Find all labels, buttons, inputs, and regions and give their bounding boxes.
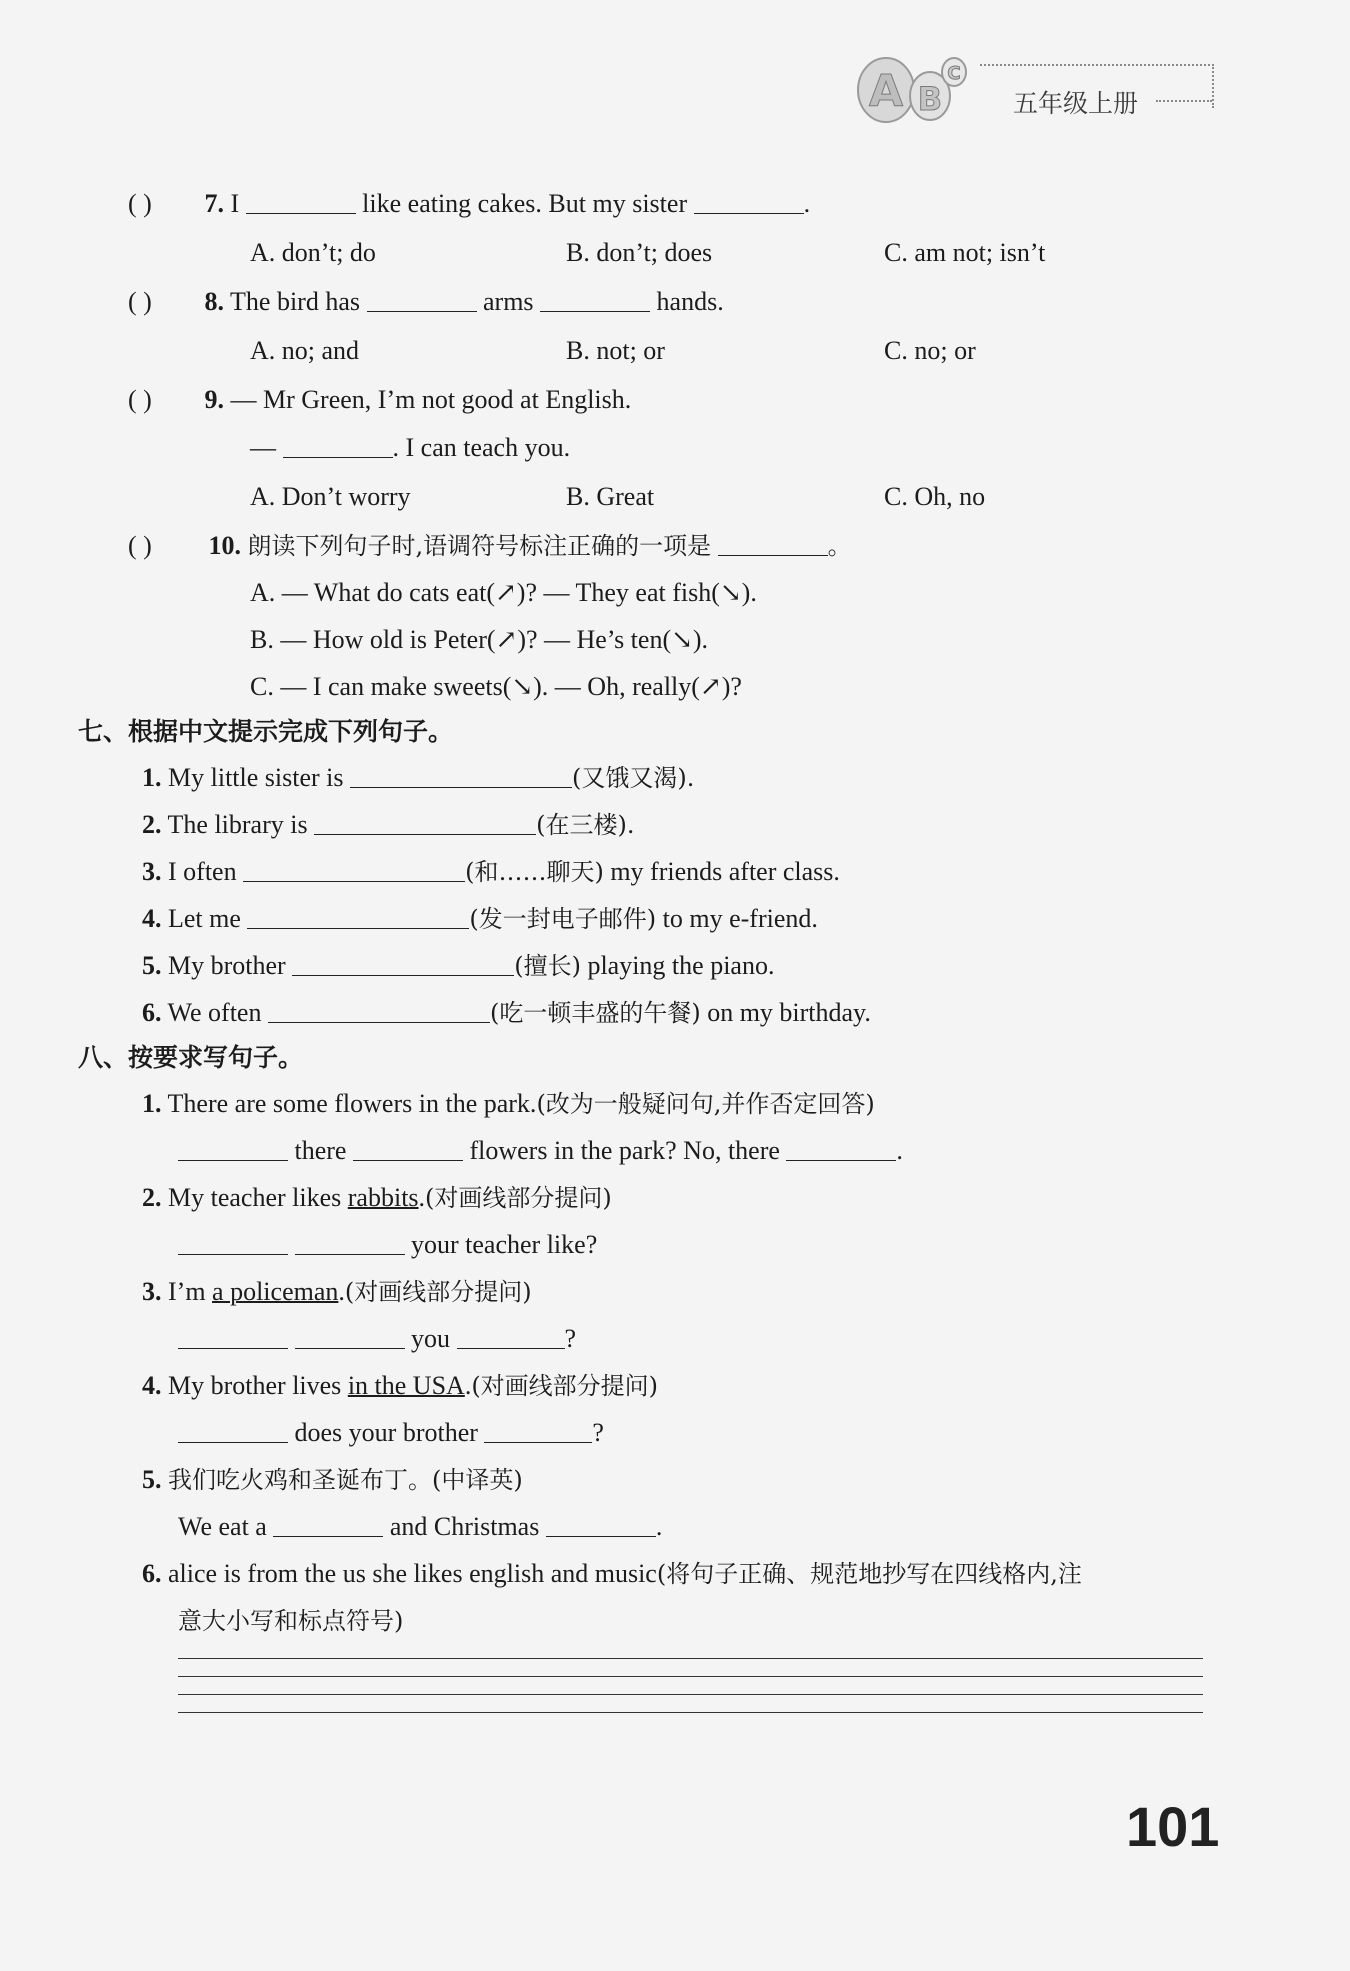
answer-blank[interactable] bbox=[178, 1418, 288, 1443]
answer-blank[interactable] bbox=[295, 1324, 405, 1349]
answer-blank[interactable] bbox=[178, 1136, 288, 1161]
s7-item-1: 1. My little sister is (又饿又渴). bbox=[142, 763, 695, 792]
abc-logo bbox=[852, 48, 972, 126]
answer-blank[interactable] bbox=[546, 1512, 656, 1537]
q8-option-a: A. no; and bbox=[250, 336, 360, 365]
s8-q6: 6. alice is from the us she likes english and music(将句子正确、规范地抄写在四线格内,注 bbox=[142, 1559, 1082, 1588]
q7-option-a: A. don’t; do bbox=[250, 238, 376, 267]
q8-option-b: B. not; or bbox=[566, 336, 665, 365]
s8-q5-answer: We eat a and Christmas . bbox=[178, 1512, 663, 1541]
answer-blank[interactable] bbox=[367, 287, 477, 312]
s7-item-6: 6. We often (吃一顿丰盛的午餐) on my birthday. bbox=[142, 998, 871, 1027]
q8-option-c: C. no; or bbox=[884, 336, 976, 365]
question-10: ( ) 10. 朗读下列句子时,语调符号标注正确的一项是 。 bbox=[128, 531, 852, 560]
section-8-title: 八、按要求写句子。 bbox=[78, 1043, 304, 1072]
grid-line bbox=[178, 1658, 1203, 1659]
s8-q1: 1. There are some flowers in the park.(改为一般疑问句,并作否定回答) bbox=[142, 1089, 875, 1118]
answer-blank[interactable] bbox=[283, 433, 393, 458]
question-8: ( ) 8. The bird has arms hands. bbox=[128, 287, 724, 316]
answer-blank[interactable] bbox=[540, 287, 650, 312]
q10-option-c: C. — I can make sweets(↘). — Oh, really(↗)? bbox=[250, 672, 742, 701]
svg-text:A: A bbox=[868, 66, 904, 117]
q7-option-b: B. don’t; does bbox=[566, 238, 713, 267]
question-7: ( ) 7. I like eating cakes. But my sister . bbox=[128, 189, 811, 218]
q10-option-b: B. — How old is Peter(↗)? — He’s ten(↘). bbox=[250, 625, 709, 654]
grid-line bbox=[178, 1712, 1203, 1713]
q7-option-c: C. am not; isn’t bbox=[884, 238, 1046, 267]
answer-blank[interactable] bbox=[268, 998, 490, 1023]
s8-q2-answer: your teacher like? bbox=[178, 1229, 597, 1261]
grid-line bbox=[178, 1676, 1203, 1677]
s8-q6-req-cont: 意大小写和标点符号) bbox=[178, 1607, 404, 1635]
svg-text:C: C bbox=[947, 63, 961, 84]
answer-blank[interactable] bbox=[457, 1324, 565, 1349]
grade-dots bbox=[1156, 100, 1212, 102]
s7-item-2: 2. The library is (在三楼). bbox=[142, 810, 635, 839]
s8-q5: 5. 我们吃火鸡和圣诞布丁。(中译英) bbox=[142, 1465, 523, 1494]
answer-blank[interactable] bbox=[718, 531, 828, 556]
answer-blank[interactable] bbox=[314, 810, 536, 835]
answer-blank[interactable] bbox=[246, 189, 356, 214]
answer-blank[interactable] bbox=[178, 1230, 288, 1255]
s7-item-4: 4. Let me (发一封电子邮件) to my e-friend. bbox=[142, 904, 818, 933]
s7-item-3: 3. I often (和……聊天) my friends after class. bbox=[142, 857, 840, 886]
grade-label: 五年级上册 bbox=[1013, 84, 1144, 120]
question-9-response: — . I can teach you. bbox=[250, 433, 571, 462]
answer-blank[interactable] bbox=[243, 857, 465, 882]
q10-option-a: A. — What do cats eat(↗)? — They eat fish(↘). bbox=[250, 578, 757, 607]
grid-line bbox=[178, 1694, 1203, 1695]
s8-q3: 3. I’m a policeman.(对画线部分提问) bbox=[142, 1277, 532, 1306]
s7-item-5: 5. My brother (擅长) playing the piano. bbox=[142, 951, 775, 980]
q9-option-c: C. Oh, no bbox=[884, 482, 986, 511]
answer-blank[interactable] bbox=[292, 951, 514, 976]
answer-blank[interactable] bbox=[786, 1136, 896, 1161]
answer-blank[interactable] bbox=[273, 1512, 383, 1537]
s8-q4-answer: does your brother ? bbox=[178, 1417, 604, 1449]
answer-blank[interactable] bbox=[178, 1324, 288, 1349]
q9-option-b: B. Great bbox=[566, 482, 655, 511]
question-9: ( ) 9. — Mr Green, I’m not good at English. bbox=[128, 385, 632, 414]
q9-option-a: A. Don’t worry bbox=[250, 482, 411, 511]
s8-q1-answer: there flowers in the park? No, there . bbox=[178, 1135, 903, 1167]
answer-blank[interactable] bbox=[694, 189, 804, 214]
page-number: 101 bbox=[1126, 1795, 1220, 1858]
answer-blank[interactable] bbox=[247, 904, 469, 929]
s8-q2: 2. My teacher likes rabbits.(对画线部分提问) bbox=[142, 1183, 612, 1212]
s8-q3-answer: you ? bbox=[178, 1323, 576, 1355]
answer-blank[interactable] bbox=[353, 1136, 463, 1161]
answer-blank[interactable] bbox=[350, 763, 572, 788]
section-7-title: 七、根据中文提示完成下列句子。 bbox=[78, 717, 454, 746]
s8-q4: 4. My brother lives in the USA.(对画线部分提问) bbox=[142, 1371, 659, 1400]
four-line-writing-grid[interactable] bbox=[178, 1658, 1203, 1716]
answer-blank[interactable] bbox=[484, 1418, 592, 1443]
svg-text:B: B bbox=[917, 80, 943, 118]
answer-blank[interactable] bbox=[295, 1230, 405, 1255]
